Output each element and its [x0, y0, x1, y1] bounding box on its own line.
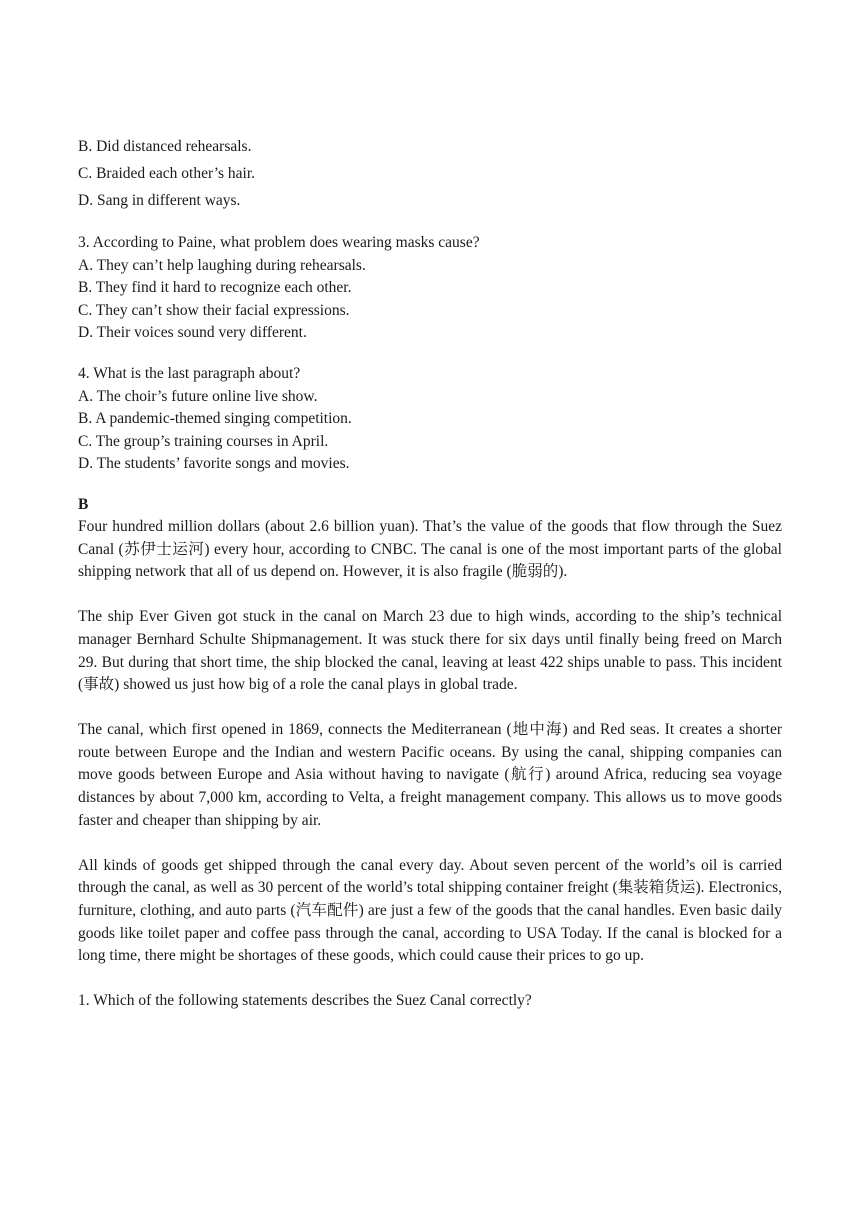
option-b: B. Did distanced rehearsals. — [78, 138, 252, 155]
question-3-option-d: D. Their voices sound very different. — [78, 324, 307, 342]
passage-paragraph-1: Four hundred million dollars (about 2.6 billion yuan). That’s the value of the goods that flow through the Suez Canal (苏伊士运河) every hour, according to CNBC. The canal is one of the most important parts of the global shipping network that all of us depend on. However, it is also fragile (脆弱的). — [78, 517, 782, 581]
question-4-stem: 4. What is the last paragraph about? — [78, 364, 301, 382]
question-4-option-c: C. The group’s training courses in April. — [78, 432, 329, 450]
section-b-heading: B — [78, 495, 89, 513]
question-4 — [78, 363, 782, 476]
question-3-stem: 3. According to Paine, what problem does wearing masks cause? — [78, 234, 480, 251]
question-3 — [78, 232, 782, 345]
question-3-option-a: A. They can’t help laughing during rehearsals. — [78, 256, 366, 274]
question-3-option-c: C. They can’t show their facial expressions. — [78, 301, 350, 319]
question-3-option-b: B. They find it hard to recognize each other. — [78, 279, 352, 297]
previous-question-options — [78, 133, 782, 214]
section-b-passage — [78, 516, 782, 968]
question-4-option-b: B. A pandemic-themed singing competition. — [78, 410, 352, 428]
option-c: C. Braided each other’s hair. — [78, 165, 256, 182]
section-b-question-1: 1. Which of the following statements describes the Suez Canal correctly? — [78, 992, 532, 1010]
passage-paragraph-3: The canal, which first opened in 1869, connects the Mediterranean (地中海) and Red seas. It creates a shorter route between Europe and the Indian and western Pacific oceans. By using the canal, shipping companies can move goods between Europe and Asia without having to navigate (航行) around Africa, reducing sea voyage distances by about 7,000 km, according to Velta, a freight management company. This allows us to move goods faster and cheaper than shipping by air. — [78, 721, 782, 829]
passage-paragraph-2: The ship Ever Given got stuck in the canal on March 23 due to high winds, according to the ship’s technical manager Bernhard Schulte Shipmanagement. It was stuck there for six days until finally being freed on March 29. But during that short time, the ship blocked the canal, leaving at least 422 ships unable to pass. This incident (事故) showed us just how big of a role the canal plays in global trade. — [78, 608, 782, 694]
question-4-option-a: A. The choir’s future online live show. — [78, 387, 318, 405]
option-d: D. Sang in different ways. — [78, 192, 241, 209]
question-4-option-d: D. The students’ favorite songs and movies. — [78, 455, 350, 473]
document-page — [78, 133, 782, 1029]
passage-paragraph-4: All kinds of goods get shipped through the canal every day. About seven percent of the world’s oil is carried through the canal, as well as 30 percent of the world’s total shipping container freight (集装箱货运). Electronics, furniture, clothing, and auto parts (汽车配件) are just a few of the goods that the canal handles. Even basic daily goods like toilet paper and coffee pass through the canal, according to USA Today. If the canal is blocked for a long time, there might be shortages of these goods, which could cause their prices to go up. — [78, 856, 782, 965]
